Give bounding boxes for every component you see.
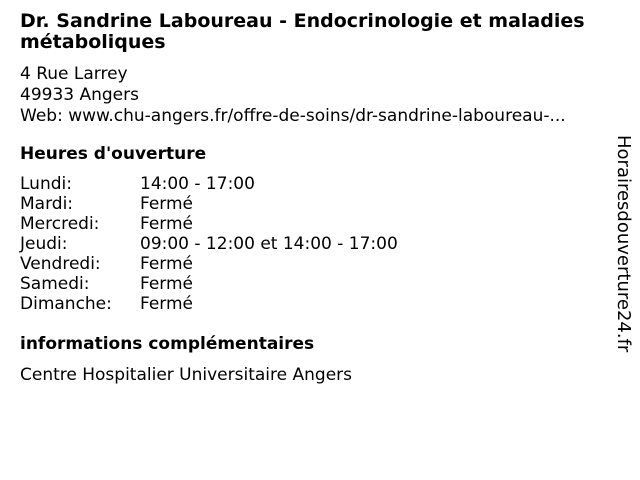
additional-info-text: Centre Hospitalier Universitaire Angers bbox=[20, 365, 352, 385]
hours-time: 14:00 - 17:00 bbox=[140, 174, 255, 194]
hours-row-saturday bbox=[20, 274, 398, 294]
address-block bbox=[20, 64, 566, 127]
page-title: Dr. Sandrine Laboureau - Endocrinologie et maladies métaboliques bbox=[20, 10, 585, 53]
hours-time: 09:00 - 12:00 et 14:00 - 17:00 bbox=[140, 234, 398, 254]
hours-time: Fermé bbox=[140, 274, 194, 294]
site-watermark: Horairesdouverture24.fr bbox=[613, 135, 634, 353]
hours-day: Mercredi: bbox=[20, 214, 100, 234]
address-street: 4 Rue Larrey bbox=[20, 64, 128, 84]
hours-row-tuesday bbox=[20, 194, 398, 214]
hours-row-sunday bbox=[20, 294, 398, 314]
opening-hours-table bbox=[20, 174, 398, 314]
hours-day: Jeudi: bbox=[20, 234, 68, 254]
additional-info-heading: informations complémentaires bbox=[20, 334, 315, 354]
hours-row-thursday bbox=[20, 234, 398, 254]
opening-hours-heading: Heures d'ouverture bbox=[20, 144, 207, 164]
hours-day: Vendredi: bbox=[20, 254, 101, 274]
hours-time: Fermé bbox=[140, 294, 194, 314]
hours-row-monday bbox=[20, 174, 398, 194]
hours-day: Samedi: bbox=[20, 274, 90, 294]
hours-day: Mardi: bbox=[20, 194, 74, 214]
hours-time: Fermé bbox=[140, 254, 194, 274]
hours-day: Lundi: bbox=[20, 174, 72, 194]
hours-row-wednesday bbox=[20, 214, 398, 234]
hours-time: Fermé bbox=[140, 194, 194, 214]
hours-time: Fermé bbox=[140, 214, 194, 234]
hours-day: Dimanche: bbox=[20, 294, 112, 314]
address-city: 49933 Angers bbox=[20, 85, 139, 105]
website-link[interactable]: Web: www.chu-angers.fr/offre-de-soins/dr-sandrine-laboureau-... bbox=[20, 106, 566, 126]
hours-row-friday bbox=[20, 254, 398, 274]
